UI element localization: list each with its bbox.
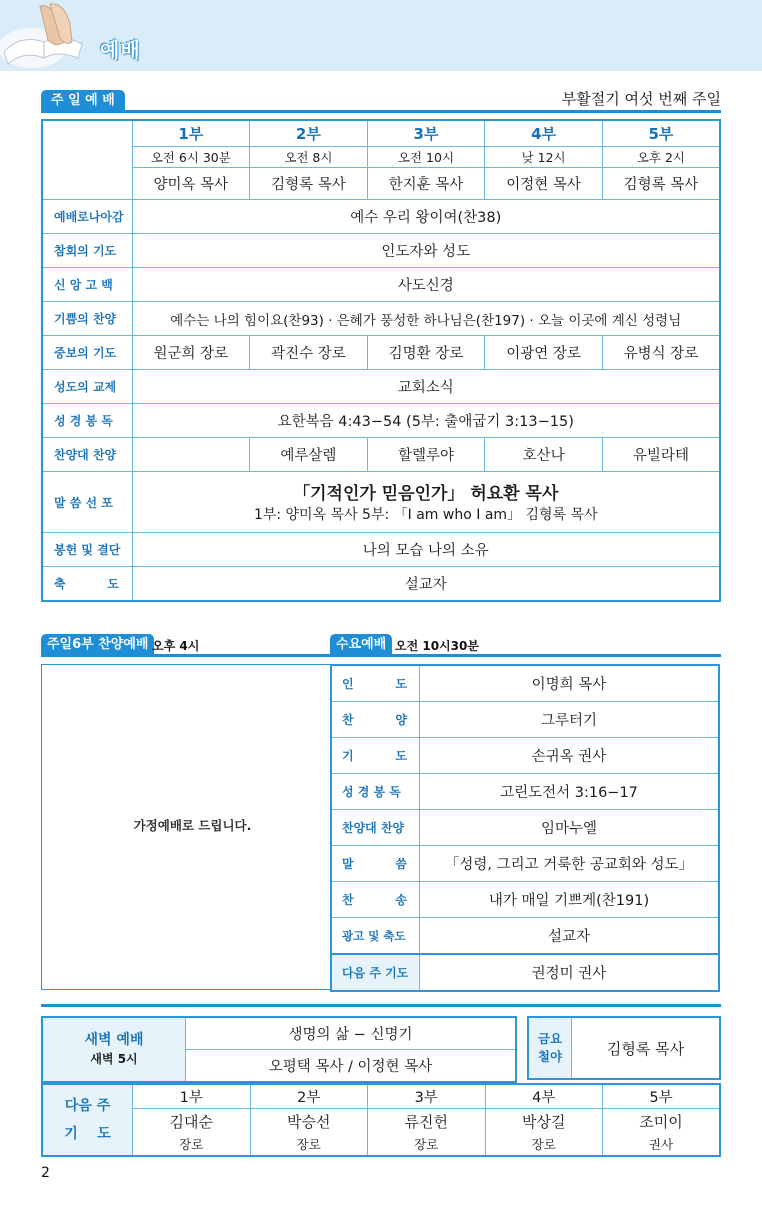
time-5: 오후 2시 — [602, 147, 720, 168]
row-label: 축 도 — [42, 567, 132, 602]
time-2: 오전 8시 — [250, 147, 368, 168]
wed-value: 내가 매일 기쁘게(찬191) — [420, 882, 720, 918]
presider-1: 양미옥 목사 — [132, 168, 250, 200]
wed-label: 성 경 봉 독 — [331, 774, 420, 810]
scripture-row — [42, 404, 720, 438]
row-value: 인도자와 성도 — [132, 234, 720, 268]
prayer-part-5: 5부 — [603, 1084, 721, 1109]
prayer-name-4: 박상길 — [485, 1109, 603, 1134]
wed-row — [331, 918, 719, 955]
row-label: 예배로나아감 — [42, 200, 132, 234]
row-value: 요한복음 4:43−54 (5부: 출애굽기 3:13−15) — [132, 404, 720, 438]
row-label: 성도의 교제 — [42, 370, 132, 404]
presider-4: 이정현 목사 — [485, 168, 603, 200]
presiders-row — [42, 168, 720, 200]
prayer-names-row — [42, 1109, 720, 1134]
intercessor-1: 원군희 장로 — [132, 336, 250, 370]
presider-3: 한지훈 목사 — [367, 168, 485, 200]
prayer-name-2: 박승선 — [250, 1109, 368, 1134]
intercession-row — [42, 336, 720, 370]
prayer-part-2: 2부 — [250, 1084, 368, 1109]
row-value: 예수 우리 왕이여(찬38) — [132, 200, 720, 234]
row-value: 설교자 — [132, 567, 720, 602]
service-times-row — [42, 147, 720, 168]
wed-label: 기 도 — [331, 738, 420, 774]
next-prayer-row — [331, 954, 719, 991]
friday-vigil-table — [527, 1016, 721, 1080]
wed-row — [331, 846, 719, 882]
part-5: 5부 — [602, 120, 720, 147]
dawn-time: 새벽 5시 — [90, 1051, 138, 1066]
wed-row — [331, 774, 719, 810]
part-3: 3부 — [367, 120, 485, 147]
choir-5: 유빌라테 — [602, 438, 720, 472]
next-prayer-value: 권정미 권사 — [420, 954, 720, 991]
row-label: 찬양대 찬양 — [42, 438, 132, 472]
sermon-title: 「기적인가 믿음인가」 허요환 목사 — [293, 483, 559, 504]
choir-3: 할렐루야 — [367, 438, 485, 472]
prayer-label-cell — [42, 1084, 133, 1156]
wed-label: 찬양대 찬양 — [331, 810, 420, 846]
service-parts-row — [42, 120, 720, 147]
friday-row — [528, 1017, 720, 1079]
friday-label-2: 철야 — [537, 1049, 563, 1064]
part-2: 2부 — [250, 120, 368, 147]
prayer-role-4: 장로 — [485, 1133, 603, 1156]
friday-label-cell — [528, 1017, 572, 1079]
wed-row — [331, 810, 719, 846]
row-label: 참회의 기도 — [42, 234, 132, 268]
wednesday-service-table — [330, 664, 720, 955]
part-4: 4부 — [485, 120, 603, 147]
prayer-name-1: 김대순 — [133, 1109, 251, 1134]
row-value: 사도신경 — [132, 268, 720, 302]
sunday-service-table — [41, 119, 721, 602]
row-label: 봉헌 및 결단 — [42, 533, 132, 567]
prayer-name-5: 조미이 — [603, 1109, 721, 1134]
presider-2: 김형록 목사 — [250, 168, 368, 200]
prayer-role-2: 장로 — [250, 1133, 368, 1156]
row-label: 중보의 기도 — [42, 336, 132, 370]
next-prayer-label: 다음 주 기도 — [331, 954, 420, 991]
prayer-roles-row — [42, 1133, 720, 1156]
part-1: 1부 — [132, 120, 250, 147]
choir-4: 호산나 — [485, 438, 603, 472]
wed-value: 손귀옥 권사 — [420, 738, 720, 774]
dawn-row-1 — [42, 1017, 516, 1050]
next-week-prayer-table — [330, 953, 720, 992]
presider-5: 김형록 목사 — [602, 168, 720, 200]
next-week-prayer-leaders-table — [41, 1083, 721, 1157]
intercessor-4: 이광연 장로 — [485, 336, 603, 370]
sermon-row — [42, 472, 720, 533]
sixth-rule — [41, 654, 342, 657]
time-1: 오전 6시 30분 — [132, 147, 250, 168]
row-label: 기쁨의 찬양 — [42, 302, 132, 336]
intercessor-5: 유병식 장로 — [602, 336, 720, 370]
intercessor-3: 김명환 장로 — [367, 336, 485, 370]
choir-2: 예루살렘 — [250, 438, 368, 472]
row-value: 교회소식 — [132, 370, 720, 404]
row-label: 말 씀 선 포 — [42, 472, 132, 533]
liturgical-week: 부활절기 여섯 번째 주일 — [561, 90, 721, 108]
prayer-part-4: 4부 — [485, 1084, 603, 1109]
friday-label-1: 금요 — [537, 1031, 563, 1046]
row-value: 예수는 나의 힘이요(찬93) · 은혜가 풍성한 하나님은(찬197) · 오늘 이곳에 계신 성령님 — [132, 302, 720, 336]
entrance-row — [42, 200, 720, 234]
wed-label: 찬 송 — [331, 882, 420, 918]
wed-label: 찬 양 — [331, 702, 420, 738]
choir-1 — [132, 438, 250, 472]
prayer-part-1: 1부 — [133, 1084, 251, 1109]
sixth-service-box — [41, 664, 344, 990]
wed-row — [331, 702, 719, 738]
time-4: 낮 12시 — [485, 147, 603, 168]
section-divider — [41, 1004, 721, 1007]
wed-value: 「성령, 그리고 거룩한 공교회와 성도」 — [420, 846, 720, 882]
wed-row — [331, 665, 719, 702]
prayer-label-2: 기 도 — [64, 1126, 111, 1142]
wed-value: 임마누엘 — [420, 810, 720, 846]
wed-row — [331, 738, 719, 774]
corner-cell — [42, 120, 132, 200]
header-title: 예배 — [100, 38, 141, 62]
wed-value: 고린도전서 3:16−17 — [420, 774, 720, 810]
sixth-service-time: 오후 4시 — [152, 639, 200, 653]
sunday-rule — [41, 110, 721, 113]
creed-row — [42, 268, 720, 302]
dawn-leaders: 오평택 목사 / 이정현 목사 — [186, 1050, 517, 1083]
sixth-service-note: 가정예배로 드립니다. — [133, 818, 252, 833]
dawn-label: 새벽 예배 — [84, 1031, 144, 1048]
wed-label: 인 도 — [331, 665, 420, 702]
wed-label: 말 씀 — [331, 846, 420, 882]
prayer-name-3: 류진헌 — [368, 1109, 486, 1134]
benediction-row — [42, 567, 720, 602]
wednesday-rule — [330, 654, 721, 657]
prayer-parts-row — [42, 1084, 720, 1109]
row-value: 나의 모습 나의 소유 — [132, 533, 720, 567]
prayer-part-3: 3부 — [368, 1084, 486, 1109]
joy-praise-row — [42, 302, 720, 336]
prayer-role-1: 장로 — [133, 1133, 251, 1156]
fellowship-row — [42, 370, 720, 404]
choir-row — [42, 438, 720, 472]
sixth-service-tag: 주일6부 찬양예배 — [41, 634, 154, 656]
wed-value: 그루터기 — [420, 702, 720, 738]
dawn-label-cell — [42, 1017, 186, 1082]
wed-label: 광고 및 축도 — [331, 918, 420, 955]
page-number: 2 — [41, 1165, 50, 1181]
sermon-cell — [132, 472, 720, 533]
offering-row — [42, 533, 720, 567]
wed-row — [331, 882, 719, 918]
wed-value: 설교자 — [420, 918, 720, 955]
prayer-label-1: 다음 주 — [64, 1098, 111, 1114]
row-label: 성 경 봉 독 — [42, 404, 132, 438]
prayer-role-5: 권사 — [603, 1133, 721, 1156]
intercessor-2: 곽진수 장로 — [250, 336, 368, 370]
prayer-role-3: 장로 — [368, 1133, 486, 1156]
sermon-note: 1부: 양미옥 목사 5부: 「I am who I am」 김형록 목사 — [253, 506, 598, 523]
dawn-service-table — [41, 1016, 517, 1083]
friday-leader: 김형록 목사 — [572, 1017, 721, 1079]
dawn-title: 생명의 삶 − 신명기 — [186, 1017, 517, 1050]
wednesday-service-time: 오전 10시30분 — [395, 639, 479, 653]
sunday-service-tag: 주 일 예 배 — [41, 90, 125, 112]
page-header — [0, 0, 762, 71]
row-label: 신 앙 고 백 — [42, 268, 132, 302]
praying-hands-bible-icon — [0, 0, 90, 72]
time-3: 오전 10시 — [367, 147, 485, 168]
wed-value: 이명희 목사 — [420, 665, 720, 702]
wednesday-service-tag: 수요예배 — [330, 634, 392, 656]
confession-row — [42, 234, 720, 268]
